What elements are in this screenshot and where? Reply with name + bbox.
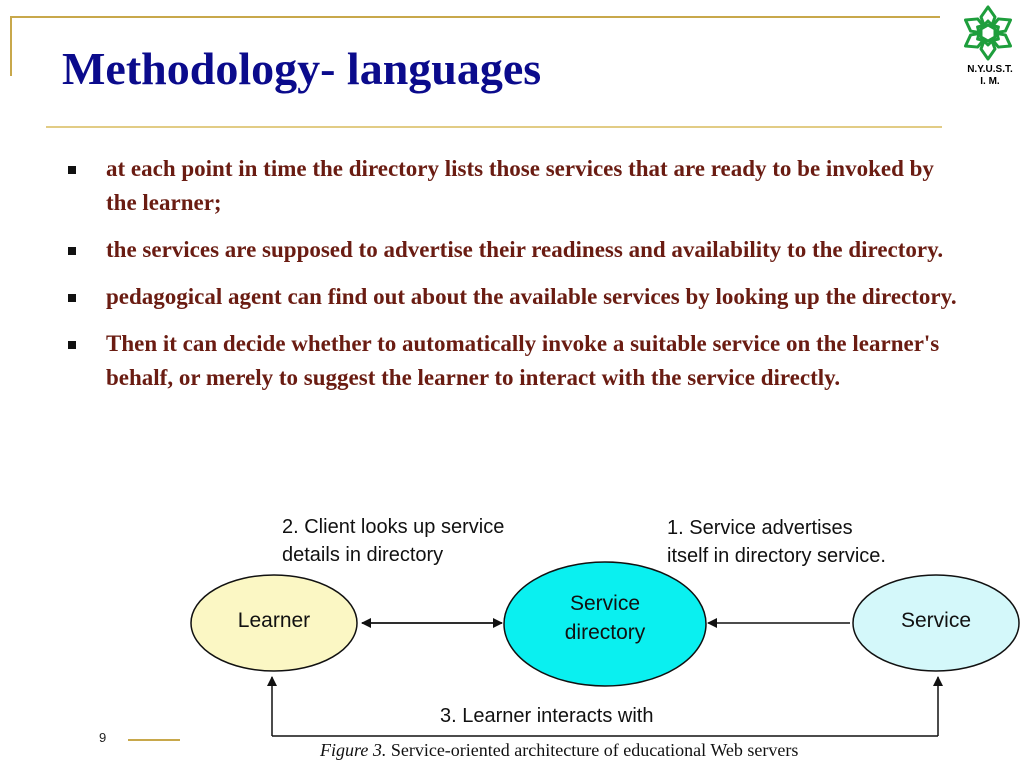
bullet-item [66,233,966,267]
logo-caption [952,64,1024,87]
learner-node-label: Learner [237,609,311,632]
footer-rule [128,739,180,741]
service-node-label: Service [900,609,972,632]
bullet-text: Then it can decide whether to automatically invoke a suitable service on the learner's behalf, or merely to suggest the learner to interact with the service directly. [106,331,940,390]
snowflake-logo-icon [960,4,1016,62]
bullet-text: at each point in time the directory lists those services that are ready to be invoked by the learner; [106,156,934,215]
bullet-text: pedagogical agent can find out about the available services by looking up the directory. [106,284,957,309]
square-bullet-icon [68,247,76,255]
bullet-item [66,280,966,314]
figure-caption [320,740,798,761]
square-bullet-icon [68,294,76,302]
bullet-item [66,327,966,395]
step1-label-line1: 1. Service advertises [667,517,853,539]
architecture-diagram [0,500,1024,768]
step2-label-line2: details in directory [282,544,444,566]
frame-horizontal-rule [10,16,940,18]
square-bullet-icon [68,166,76,174]
university-logo [952,4,1024,94]
bullet-text: the services are supposed to advertise their readiness and availability to the directory. [106,237,944,262]
page-number: 9 [99,730,107,745]
figure-caption-text: Service-oriented architecture of educational Web servers [386,740,799,760]
step2-label-line1: 2. Client looks up service [282,516,505,538]
directory-node-label-line1: Service [569,592,641,615]
step3-label: 3. Learner interacts with [440,705,654,727]
logo-caption-line2: I. M. [980,75,1000,87]
frame-vertical-rule [10,16,12,76]
directory-node-label-line2: directory [564,621,646,644]
bullet-item [66,152,966,220]
step1-label-line2: itself in directory service. [667,545,886,567]
square-bullet-icon [68,341,76,349]
figure-caption-label: Figure 3. [320,740,387,760]
title-underline [46,126,942,128]
bullet-list [66,152,966,408]
slide-title: Methodology- languages [62,43,542,94]
logo-caption-line1: N.Y.U.S.T. [967,64,1013,75]
